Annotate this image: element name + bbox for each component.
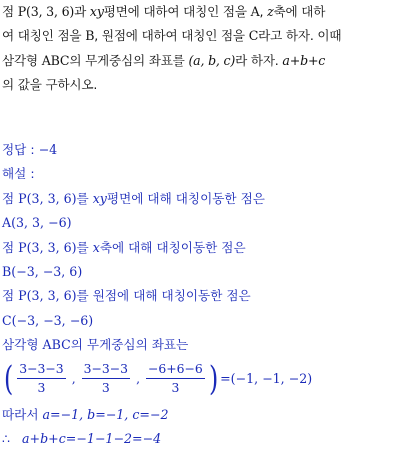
sol-text: 의 무게중심의 좌표는 <box>70 337 189 353</box>
step1-text <box>2 187 398 211</box>
problem-text: 여 대칭인 점을 <box>2 28 86 44</box>
final-expression: a+b+c=−1−1−2=−4 <box>22 430 162 446</box>
fraction-numerator: −6+6−6 <box>146 361 205 379</box>
point-b-label: B <box>85 28 95 44</box>
sol-text: 를 <box>76 190 93 206</box>
sol-text: 점 <box>2 190 19 206</box>
problem-text: 평면에 대하여 대칭인 점을 <box>103 4 251 19</box>
point-p: P(3, 3, 6) <box>18 288 77 304</box>
point-p: P(3, 3, 6) <box>18 239 77 255</box>
answer-label: 정답 : <box>2 142 39 157</box>
problem-text: 과 <box>74 4 90 19</box>
problem-text: , <box>259 4 268 19</box>
step3-result: C(−3, −3, −6) <box>2 312 94 328</box>
left-paren: ( <box>3 358 14 399</box>
point-c-label: C <box>248 28 259 44</box>
fraction-separator: , <box>136 371 141 387</box>
problem-line-2 <box>2 24 398 48</box>
point-a-label: A <box>250 4 260 19</box>
sol-text: 삼각형 <box>2 337 43 353</box>
math-x: x <box>92 239 100 255</box>
solution <box>2 138 398 451</box>
problem-text: 라고 하자. 이때 <box>258 28 342 44</box>
fraction-x <box>17 361 65 396</box>
sol-text: 점 <box>2 288 19 304</box>
answer-value: −4 <box>38 142 58 157</box>
problem-text: , 원점에 대하여 대칭인 점을 <box>94 28 249 44</box>
conclusion-line <box>2 403 398 427</box>
sol-text: 점 <box>2 239 19 255</box>
sol-text: 를 <box>76 239 93 255</box>
problem-line-3 <box>2 49 398 73</box>
fraction-y <box>82 361 130 396</box>
sol-text: 평면에 대해 대칭이동한 점은 <box>106 190 265 206</box>
math-centroid-coords: (a, b, c) <box>188 52 236 68</box>
problem-line-1 <box>2 0 398 24</box>
problem-line-4 <box>2 73 398 97</box>
sol-text: 를 원점에 대해 대칭이동한 점은 <box>76 288 251 304</box>
right-paren: ) <box>208 358 219 399</box>
final-line <box>2 427 398 451</box>
fraction-z <box>146 361 205 396</box>
step3-text <box>2 284 398 308</box>
math-xy: xy <box>89 4 104 19</box>
point-p: P(3, 3, 6) <box>18 190 77 206</box>
math-xy: xy <box>92 190 107 206</box>
fraction-denominator: 3 <box>101 380 110 396</box>
therefore-symbol: ∴ <box>2 430 11 446</box>
problem-text: 삼각형 <box>2 52 42 68</box>
centroid-formula <box>2 355 398 403</box>
answer-line <box>2 138 398 162</box>
math-z: z <box>267 4 274 19</box>
problem-text: 축에 대하 <box>273 4 326 19</box>
fraction-numerator: 3−3−3 <box>17 361 65 379</box>
centroid-result: =(−1, −1, −2) <box>220 371 313 387</box>
triangle-label: ABC <box>42 337 71 353</box>
sol-text: 따라서 <box>2 406 43 422</box>
problem-statement <box>2 0 398 97</box>
step1-result: A(3, 3, −6) <box>2 215 72 231</box>
step2-text <box>2 236 398 260</box>
point-p: P(3, 3, 6) <box>17 4 75 19</box>
fraction-denominator: 3 <box>171 380 180 396</box>
fraction-numerator: 3−3−3 <box>82 361 130 379</box>
fraction-separator: , <box>71 371 76 387</box>
math-sum: a+b+c <box>282 52 326 68</box>
sol-text: 축에 대해 대칭이동한 점은 <box>99 239 246 255</box>
problem-text: 라 하자. <box>235 52 283 68</box>
fraction-denominator: 3 <box>37 380 46 396</box>
conclusion-values: a=−1, b=−1, c=−2 <box>42 406 169 422</box>
problem-text: 점 <box>2 4 18 19</box>
problem-text: 의 값을 구하시오. <box>2 76 98 92</box>
step2-result: B(−3, −3, 6) <box>2 263 83 279</box>
problem-text: 의 무게중심의 좌표를 <box>69 52 189 68</box>
explanation-label: 해설 : <box>2 166 35 182</box>
triangle-label: ABC <box>41 52 70 68</box>
